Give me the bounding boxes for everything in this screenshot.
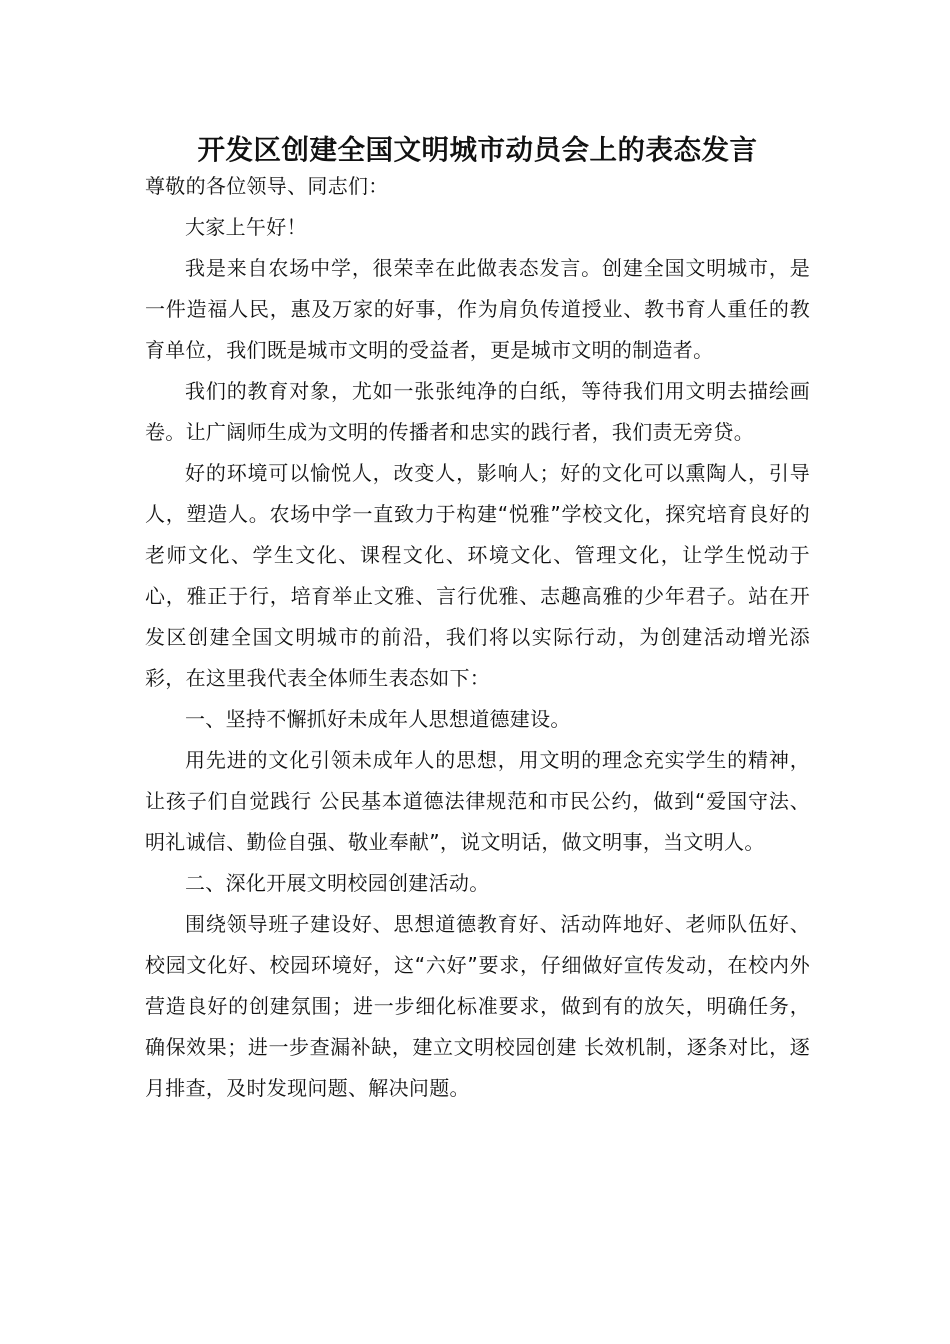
paragraph-section-1: 用先进的文化引领未成年人的思想，用文明的理念充实学生的精神，让孩子们自觉践行 公民基本道德法律规范和市民公约，做到“爱国守法、明礼诚信、勤俭自强、敬业奉献”，说文明话，做文明事，当文明人。 <box>145 748 810 854</box>
paragraph-section-2: 围绕领导班子建设好、思想道德教育好、活动阵地好、老师队伍好、校园文化好、校园环境好，这“六好”要求，仔细做好宣传发动，在校内外营造良好的创建氛围；进一步细化标准要求，做到有的放矢，明确任务，确保效果；进一步查漏补缺，建立文明校园创建 长效机制，逐条对比，逐月排查，及时发现问题、解决问题。 <box>145 912 810 1100</box>
section-heading-1: 一、坚持不懈抓好未成年人思想道德建设。 <box>185 707 571 731</box>
document-title: 开发区创建全国文明城市动员会上的表态发言 <box>197 134 758 166</box>
paragraph-education-objects: 我们的教育对象，尤如一张张纯净的白纸，等待我们用文明去描绘画卷。让广阔师生成为文明的传播者和忠实的践行者，我们责无旁贷。 <box>145 379 810 444</box>
section-heading-2: 二、深化开展文明校园创建活动。 <box>185 871 490 895</box>
document-page <box>145 128 810 1109</box>
paragraph-greeting: 大家上午好！ <box>185 215 307 239</box>
paragraph-school-culture: 好的环境可以愉悦人，改变人，影响人；好的文化可以熏陶人，引导人，塑造人。农场中学一直致力于构建“悦雅”学校文化，探究培育良好的老师文化、学生文化、课程文化、环境文化、管理文化，让学生悦动于心，雅正于行，培育举止文雅、言行优雅、志趣高雅的少年君子。站在开发区创建全国文明城市的前沿，我们将以实际行动，为创建活动增光添彩，在这里我代表全体师生表态如下： <box>145 461 810 690</box>
salutation: 尊敬的各位领导、同志们： <box>145 174 389 198</box>
paragraph-intro: 我是来自农场中学，很荣幸在此做表态发言。创建全国文明城市，是一件造福人民，惠及万家的好事，作为肩负传道授业、教书育人重任的教育单位，我们既是城市文明的受益者，更是城市文明的制造者。 <box>145 256 810 362</box>
